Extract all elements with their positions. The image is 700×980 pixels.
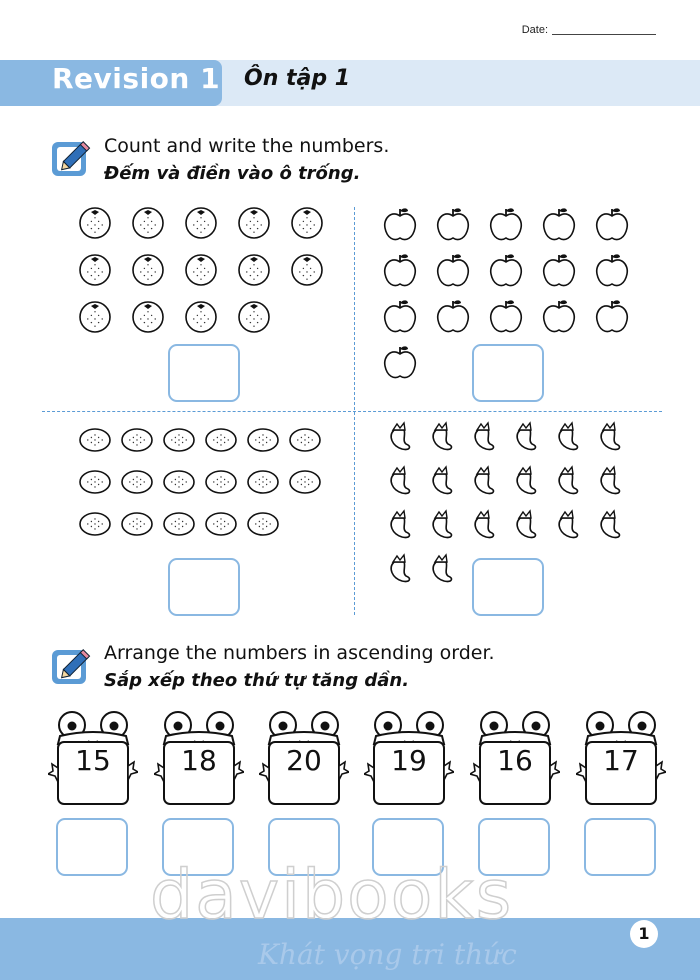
pencil-icon	[50, 644, 96, 690]
pepper-icon	[433, 555, 451, 581]
pepper-icon	[475, 423, 493, 449]
lemon-icon	[80, 429, 110, 451]
orange-icon	[133, 302, 163, 332]
frog-number: 19	[391, 744, 427, 777]
lemon-icon	[206, 429, 236, 451]
apple-icon	[385, 254, 416, 285]
orange-icon	[186, 302, 216, 332]
orange-icon	[239, 255, 269, 285]
order-box-1[interactable]	[56, 818, 128, 876]
answer-box-lemons[interactable]	[168, 558, 240, 616]
orange-icon	[292, 208, 322, 238]
frog-number: 17	[603, 744, 639, 777]
instruction-2	[104, 642, 495, 691]
lemon-icon	[290, 429, 320, 451]
frog-card	[154, 708, 244, 812]
orange-icon	[80, 302, 110, 332]
pepper-icon	[517, 467, 535, 493]
pepper-icon	[559, 467, 577, 493]
frog-number: 16	[497, 744, 533, 777]
lemon-icon	[164, 471, 194, 493]
apple-icon	[597, 254, 628, 285]
pepper-icon	[601, 467, 619, 493]
pepper-icon	[559, 423, 577, 449]
apple-icon	[438, 300, 469, 331]
lemon-icon	[206, 471, 236, 493]
frog-number: 15	[75, 744, 111, 777]
orange-icon	[239, 208, 269, 238]
lemon-icon	[122, 471, 152, 493]
pepper-icon	[559, 511, 577, 537]
apple-icon	[597, 208, 628, 239]
pepper-icon	[601, 511, 619, 537]
frog-number: 18	[181, 744, 217, 777]
date-label: Date:	[521, 24, 548, 36]
pepper-icon	[391, 511, 409, 537]
orange-icon	[80, 208, 110, 238]
apple-icon	[544, 208, 575, 239]
apple-icon	[491, 300, 522, 331]
orange-icon	[133, 255, 163, 285]
instruction-2-en: Arrange the numbers in ascending order.	[104, 642, 495, 664]
lemon-icon	[80, 513, 110, 535]
frog-card	[259, 708, 349, 812]
orange-icon	[133, 208, 163, 238]
lemon-icon	[122, 429, 152, 451]
orange-icon	[186, 208, 216, 238]
pepper-icon	[391, 467, 409, 493]
instruction-1-vi: Đếm và điền vào ô trống.	[104, 163, 361, 184]
frog-card	[364, 708, 454, 812]
instruction-1-en: Count and write the numbers.	[104, 135, 390, 157]
apple-icon	[544, 254, 575, 285]
page-number: 1	[630, 920, 658, 948]
apple-icon	[491, 208, 522, 239]
apple-icon	[597, 300, 628, 331]
instruction-2-vi: Sắp xếp theo thứ tự tăng dần.	[104, 670, 410, 691]
frog-number: 20	[286, 744, 322, 777]
pepper-icon	[433, 511, 451, 537]
lemon-icon	[164, 429, 194, 451]
lemon-icon	[80, 471, 110, 493]
pepper-icon	[391, 423, 409, 449]
pepper-icon	[475, 467, 493, 493]
answer-box-apples[interactable]	[472, 344, 544, 402]
lemon-icon	[206, 513, 236, 535]
lemon-icon	[248, 429, 278, 451]
lemon-icon	[290, 471, 320, 493]
pepper-icon	[517, 511, 535, 537]
lemon-icon	[164, 513, 194, 535]
orange-icon	[292, 255, 322, 285]
pepper-icon	[475, 511, 493, 537]
frog-card	[470, 708, 560, 812]
apple-icon	[385, 208, 416, 239]
lemon-icon	[248, 513, 278, 535]
apple-icon	[385, 346, 416, 377]
answer-box-peppers[interactable]	[472, 558, 544, 616]
apple-icon	[544, 300, 575, 331]
orange-icon	[186, 255, 216, 285]
pepper-icon	[601, 423, 619, 449]
page-title: Revision 1	[52, 62, 221, 95]
apple-icon	[491, 254, 522, 285]
apple-icon	[438, 254, 469, 285]
answer-box-oranges[interactable]	[168, 344, 240, 402]
watermark-brand: davibooks	[150, 856, 514, 935]
watermark-slogan: Khát vọng tri thức	[258, 938, 517, 971]
pepper-icon	[433, 423, 451, 449]
page-subtitle: Ôn tập 1	[244, 66, 351, 91]
orange-icon	[80, 255, 110, 285]
pepper-icon	[433, 467, 451, 493]
lemon-icon	[248, 471, 278, 493]
pepper-icon	[391, 555, 409, 581]
order-box-6[interactable]	[584, 818, 656, 876]
pepper-icon	[517, 423, 535, 449]
lemon-icon	[122, 513, 152, 535]
apple-icon	[385, 300, 416, 331]
frog-card	[576, 708, 666, 812]
orange-icon	[239, 302, 269, 332]
frog-card	[48, 708, 138, 812]
apple-icon	[438, 208, 469, 239]
